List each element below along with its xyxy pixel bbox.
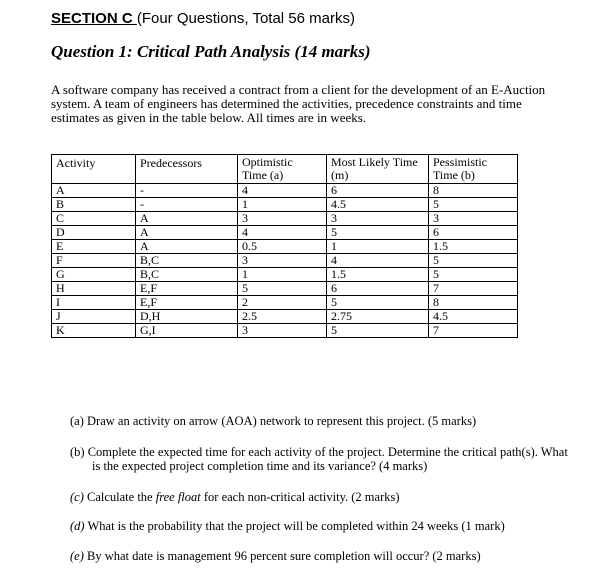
cell-most-likely: 5 xyxy=(327,226,429,240)
cell-pessimistic: 5 xyxy=(429,198,518,212)
cell-most-likely: 1.5 xyxy=(327,268,429,282)
cell-activity: H xyxy=(52,282,136,296)
header-activity: Activity xyxy=(52,155,136,184)
cell-optimistic: 1 xyxy=(238,198,327,212)
header-optimistic-line1: Optimistic xyxy=(242,155,293,169)
part-d-label: (d) xyxy=(70,519,85,533)
part-c-label: (c) xyxy=(70,490,84,504)
cell-optimistic: 1 xyxy=(238,268,327,282)
cell-optimistic: 4 xyxy=(238,226,327,240)
cell-optimistic: 3 xyxy=(238,254,327,268)
part-b-label: (b) xyxy=(70,445,85,459)
cell-activity: K xyxy=(52,324,136,338)
cell-most-likely: 2.75 xyxy=(327,310,429,324)
cell-activity: G xyxy=(52,268,136,282)
part-e xyxy=(70,549,481,563)
header-most-likely xyxy=(327,155,429,184)
cell-optimistic: 2.5 xyxy=(238,310,327,324)
cell-predecessors: - xyxy=(136,198,238,212)
section-heading xyxy=(51,10,355,27)
part-b-text: Complete the expected time for each activity of the project. Determine the critical path(s). What is the expected project completion time and its variance? (4 marks) xyxy=(87,445,568,473)
cell-most-likely: 3 xyxy=(327,212,429,226)
cell-pessimistic: 7 xyxy=(429,324,518,338)
cell-predecessors: E,F xyxy=(136,296,238,310)
cell-activity: J xyxy=(52,310,136,324)
cell-most-likely: 5 xyxy=(327,296,429,310)
cell-activity: F xyxy=(52,254,136,268)
cell-predecessors: A xyxy=(136,240,238,254)
table-row xyxy=(52,296,518,310)
header-pessimistic-line2: Time (b) xyxy=(433,168,475,182)
header-optimistic-line2: Time (a) xyxy=(242,168,284,182)
part-a-text: Draw an activity on arrow (AOA) network to represent this project. (5 marks) xyxy=(87,414,477,428)
table-row xyxy=(52,184,518,198)
part-c-text-pre: Calculate the xyxy=(87,490,156,504)
header-pessimistic xyxy=(429,155,518,184)
cell-predecessors: A xyxy=(136,212,238,226)
cell-pessimistic: 4.5 xyxy=(429,310,518,324)
section-subtitle: (Four Questions, Total 56 marks) xyxy=(136,10,355,27)
cell-pessimistic: 7 xyxy=(429,282,518,296)
question-title: Question 1: Critical Path Analysis (14 marks) xyxy=(51,42,371,61)
cell-optimistic: 2 xyxy=(238,296,327,310)
table-row xyxy=(52,310,518,324)
part-e-text: By what date is management 96 percent sure completion will occur? (2 marks) xyxy=(87,549,481,563)
cell-pessimistic: 8 xyxy=(429,296,518,310)
cell-most-likely: 5 xyxy=(327,324,429,338)
cell-most-likely: 1 xyxy=(327,240,429,254)
part-b xyxy=(70,445,570,473)
part-c-text-post: for each non-critical activity. (2 marks) xyxy=(200,490,400,504)
table-row xyxy=(52,324,518,338)
part-a-label: (a) xyxy=(70,414,84,428)
cell-activity: D xyxy=(52,226,136,240)
cell-optimistic: 3 xyxy=(238,324,327,338)
cell-predecessors: A xyxy=(136,226,238,240)
table-row xyxy=(52,212,518,226)
cell-predecessors: G,I xyxy=(136,324,238,338)
cell-predecessors: B,C xyxy=(136,268,238,282)
cell-predecessors: E,F xyxy=(136,282,238,296)
cell-pessimistic: 1.5 xyxy=(429,240,518,254)
header-most-likely-line2: (m) xyxy=(331,168,349,182)
table-row xyxy=(52,268,518,282)
header-optimistic xyxy=(238,155,327,184)
intro-paragraph: A software company has received a contract from a client for the development of an E-Auction system. A team of engineers has determined the activities, precedence constraints and time estimates as given in the table below. All times are in weeks. xyxy=(51,82,546,125)
part-c-emphasis: free float xyxy=(155,490,201,504)
table-row xyxy=(52,198,518,212)
cell-optimistic: 0.5 xyxy=(238,240,327,254)
cell-activity: C xyxy=(52,212,136,226)
table-row xyxy=(52,240,518,254)
cell-pessimistic: 5 xyxy=(429,254,518,268)
table-row xyxy=(52,282,518,296)
cell-optimistic: 4 xyxy=(238,184,327,198)
cell-activity: A xyxy=(52,184,136,198)
table-row xyxy=(52,254,518,268)
part-d xyxy=(70,519,505,533)
table-row xyxy=(52,226,518,240)
part-c xyxy=(70,490,400,504)
cell-activity: B xyxy=(52,198,136,212)
cell-predecessors: B,C xyxy=(136,254,238,268)
activity-table xyxy=(51,154,518,338)
cell-optimistic: 3 xyxy=(238,212,327,226)
part-d-text: What is the probability that the project will be completed within 24 weeks (1 mark) xyxy=(87,519,505,533)
cell-most-likely: 4 xyxy=(327,254,429,268)
header-most-likely-line1: Most Likely Time xyxy=(331,155,418,169)
cell-activity: I xyxy=(52,296,136,310)
cell-predecessors: - xyxy=(136,184,238,198)
cell-most-likely: 6 xyxy=(327,184,429,198)
cell-pessimistic: 8 xyxy=(429,184,518,198)
cell-most-likely: 4.5 xyxy=(327,198,429,212)
cell-pessimistic: 5 xyxy=(429,268,518,282)
cell-activity: E xyxy=(52,240,136,254)
table-header-row xyxy=(52,155,518,184)
cell-optimistic: 5 xyxy=(238,282,327,296)
cell-pessimistic: 3 xyxy=(429,212,518,226)
section-label: SECTION C xyxy=(51,10,137,27)
cell-pessimistic: 6 xyxy=(429,226,518,240)
cell-most-likely: 6 xyxy=(327,282,429,296)
cell-predecessors: D,H xyxy=(136,310,238,324)
header-pessimistic-line1: Pessimistic xyxy=(433,155,488,169)
part-a xyxy=(70,414,476,428)
header-predecessors: Predecessors xyxy=(136,155,238,184)
part-e-label: (e) xyxy=(70,549,84,563)
